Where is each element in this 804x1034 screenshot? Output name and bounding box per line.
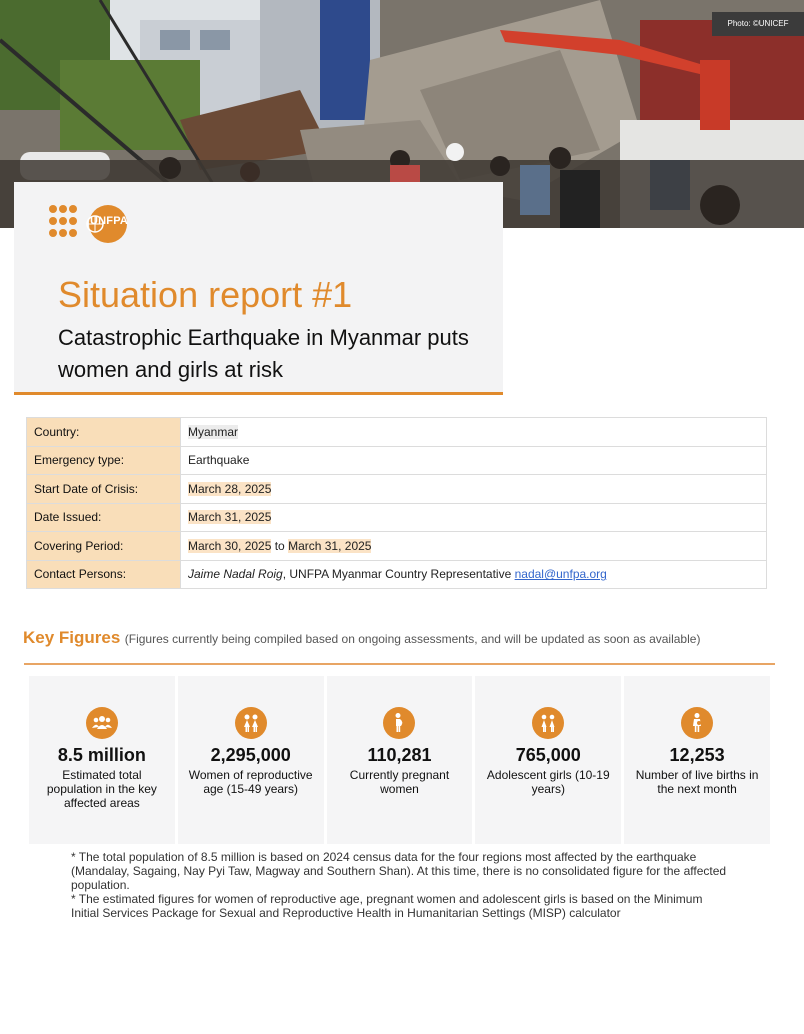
people-group-icon (86, 707, 118, 739)
pregnant-woman-icon (383, 707, 415, 739)
footnote-misp: * The estimated figures for women of reproductive age, pregnant women and adolescent girls is based on the Minimum Initial Services Package for Sexual and Reproductive Health in Humanitarian Settings (MISP) calculator (71, 892, 703, 920)
footnotes (71, 850, 731, 920)
start-date-text: March 28, 2025 (188, 481, 272, 496)
period-from: March 30, 2025 (188, 538, 272, 553)
figure-card-population (29, 676, 175, 844)
date-issued-value (181, 503, 767, 532)
figure-value: 2,295,000 (210, 745, 291, 765)
key-figures-heading (23, 628, 700, 648)
key-figures-title: Key Figures (23, 628, 121, 647)
contact-name: Jaime Nadal Roig (188, 567, 283, 582)
contact-role: , UNFPA Myanmar Country Representative (282, 567, 515, 582)
start-date-value (181, 475, 767, 504)
table-row (27, 446, 767, 475)
figure-label: Adolescent girls (10-19 years) (486, 768, 610, 796)
country-value (181, 418, 767, 447)
date-issued-label: Date Issued: (27, 503, 181, 532)
start-date-label: Start Date of Crisis: (27, 475, 181, 504)
women-icon (235, 707, 267, 739)
divider (24, 663, 775, 665)
table-row (27, 475, 767, 504)
photo-credit: Photo: ©UNICEF (712, 12, 804, 36)
covering-period-label: Covering Period: (27, 532, 181, 561)
table-row (27, 418, 767, 447)
figure-value: 110,281 (367, 745, 432, 765)
report-subtitle: Catastrophic Earthquake in Myanmar puts women and girls at risk (58, 325, 469, 382)
period-to: March 31, 2025 (288, 538, 372, 553)
figure-card-adolescent-girls (475, 676, 621, 844)
report-title: Situation report #1 (58, 274, 353, 315)
emergency-type-label: Emergency type: (27, 446, 181, 475)
figure-label: Currently pregnant women (349, 768, 450, 796)
period-joiner: to (271, 538, 289, 553)
country-label: Country: (27, 418, 181, 447)
key-figures-cards (29, 676, 770, 844)
figure-label: Estimated total population in the key affected areas (46, 768, 157, 810)
emergency-type-value: Earthquake (181, 446, 767, 475)
date-issued-text: March 31, 2025 (188, 510, 272, 525)
covering-period-value (181, 532, 767, 561)
figure-value: 765,000 (515, 745, 581, 765)
contact-persons-value (181, 560, 767, 589)
figure-card-live-births (624, 676, 770, 844)
figure-card-women (178, 676, 324, 844)
report-info-table (26, 417, 767, 589)
figure-value: 8.5 million (57, 745, 146, 765)
title-card (14, 182, 503, 395)
key-figures-note: (Figures currently being compiled based on ongoing assessments, and will be updated as soon as available) (124, 632, 701, 646)
contact-persons-label: Contact Persons: (27, 560, 181, 589)
figure-value: 12,253 (669, 745, 725, 765)
table-row (27, 532, 767, 561)
figure-label: Women of reproductive age (15-49 years) (188, 768, 313, 796)
contact-email-link[interactable]: nadal@unfpa.org (514, 567, 607, 582)
baby-icon (681, 707, 713, 739)
figure-card-pregnant (327, 676, 473, 844)
table-row (27, 560, 767, 589)
logo-wordmark: UNFPA (90, 215, 129, 227)
girls-icon (532, 707, 564, 739)
table-row (27, 503, 767, 532)
footnote-population: * The total population of 8.5 million is based on 2024 census data for the four regions most affected by the earthquake (Mandalay, Sagaing, Nay Pyi Taw, Magway and Southern Shan). At this time, there is no consolidated figure for the affected population. (71, 850, 727, 892)
figure-label: Number of live births in the next month (635, 768, 759, 796)
country-text: Myanmar (188, 424, 239, 439)
